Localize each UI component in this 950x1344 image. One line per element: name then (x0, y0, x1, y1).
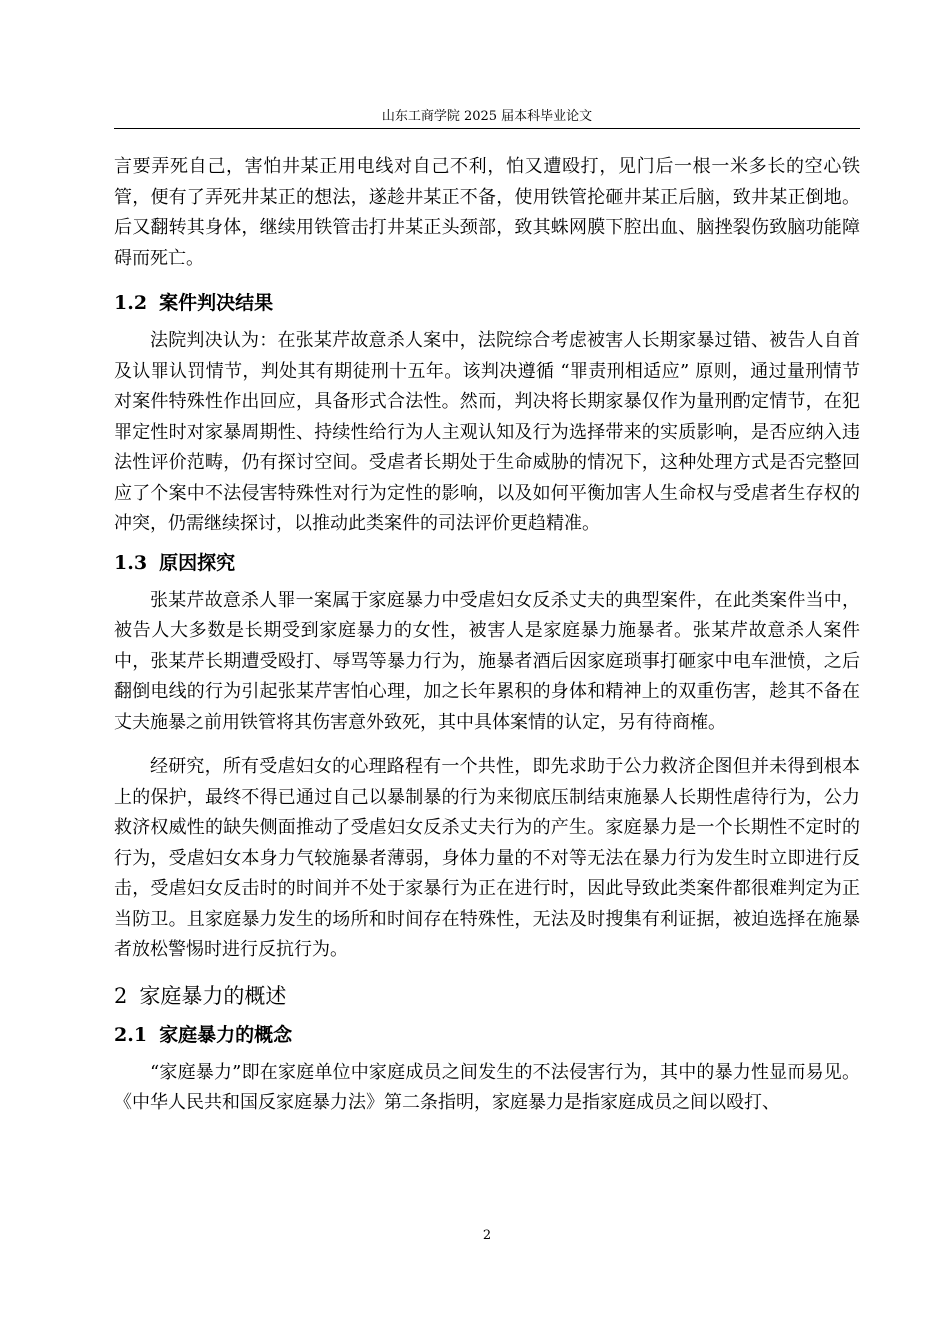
running-header: 山东工商学院 2025 届本科毕业论文 (381, 109, 593, 124)
chapter-title: 家庭暴力的概述 (139, 983, 287, 1008)
section-heading-1-3 (114, 548, 860, 578)
section-title: 原因探究 (159, 551, 236, 574)
section-number: 2.1 (114, 1023, 148, 1046)
section-number: 1.2 (114, 292, 148, 314)
paragraph-definition: “家庭暴力”即在家庭单位中家庭成员之间发生的不法侵害行为，其中的暴力性显而易见。《中华人民共和国反家庭暴力法》第二条指明，家庭暴力是指家庭成员之间以殴打、 (114, 1061, 860, 1113)
paragraph-judgment: 法院判决认为：在张某芹故意杀人案中，法院综合考虑被害人长期家暴过错、被告人自首及认罪认罚情节，判处其有期徒刑十五年。该判决遵循 “罪责刑相适应” 原则，通过量刑情节对案件特殊性作出回应，具备形式合法性。然而，判决将长期家暴仅作为量刑酌定情节，在犯罪定性时对家暴周期性、持续性给行为人主观认知及行为选择带来的实质影响，是否应纳入违法性评价范畴，仍有探讨空间。受虐者长期处于生命威胁的情况下，这种处理方式是否完整回应了个案中不法侵害特殊性对行为定性的影响，以及如何平衡加害人生命权与受虐者生存权的冲突，仍需继续探讨，以推动此类案件的司法评价更趋精准。 (114, 330, 860, 534)
chapter-heading-2 (114, 980, 860, 1012)
header-divider (114, 128, 860, 129)
page-body (114, 152, 860, 1119)
section-heading-1-2 (114, 288, 860, 318)
section-title: 家庭暴力的概念 (159, 1023, 293, 1046)
paragraph-cause-2: 经研究，所有受虐妇女的心理路程有一个共性，即先求助于公力救济企图但并未得到根本上的保护，最终不得已通过自己以暴制暴的行为来彻底压制结束施暴人长期性虐待行为，公力救济权威性的缺失侧面推动了受虐妇女反杀丈夫行为的产生。家庭暴力是一个长期性不定时的行为，受虐妇女本身力气较施暴者薄弱，身体力量的不对等无法在暴力行为发生时立即进行反击，受虐妇女反击时的时间并不处于家暴行为正在进行时，因此导致此类案件都很难判定为正当防卫。且家庭暴力发生的场所和时间存在特殊性，无法及时搜集有利证据，被迫选择在施暴者放松警惕时进行反抗行为。 (114, 756, 860, 960)
paragraph-continued: 言要弄死自己，害怕井某正用电线对自己不利，怕又遭殴打，见门后一根一米多长的空心铁管，便有了弄死井某正的想法，遂趁井某正不备，使用铁管抡砸井某正后脑，致井某正倒地。后又翻转其身体，继续用铁管击打井某正头颈部，致其蛛网膜下腔出血、脑挫裂伤致脑功能障碍而死亡。 (114, 156, 860, 269)
section-number: 1.3 (114, 551, 148, 574)
chapter-number: 2 (114, 983, 128, 1008)
section-heading-2-1 (114, 1020, 860, 1050)
page-number: 2 (482, 1228, 492, 1243)
paragraph-cause-1: 张某芹故意杀人罪一案属于家庭暴力中受虐妇女反杀丈夫的典型案件，在此类案件当中，被告人大多数是长期受到家庭暴力的女性，被害人是家庭暴力施暴者。张某芹故意杀人案件中，张某芹长期遭受殴打、辱骂等暴力行为，施暴者酒后因家庭琐事打砸家中电车泄愤，之后翻倒电线的行为引起张某芹害怕心理，加之长年累积的身体和精神上的双重伤害，趁其不备在丈夫施暴之前用铁管将其伤害意外致死，其中具体案情的认定，另有待商榷。 (114, 589, 860, 733)
section-title: 案件判决结果 (159, 292, 274, 314)
